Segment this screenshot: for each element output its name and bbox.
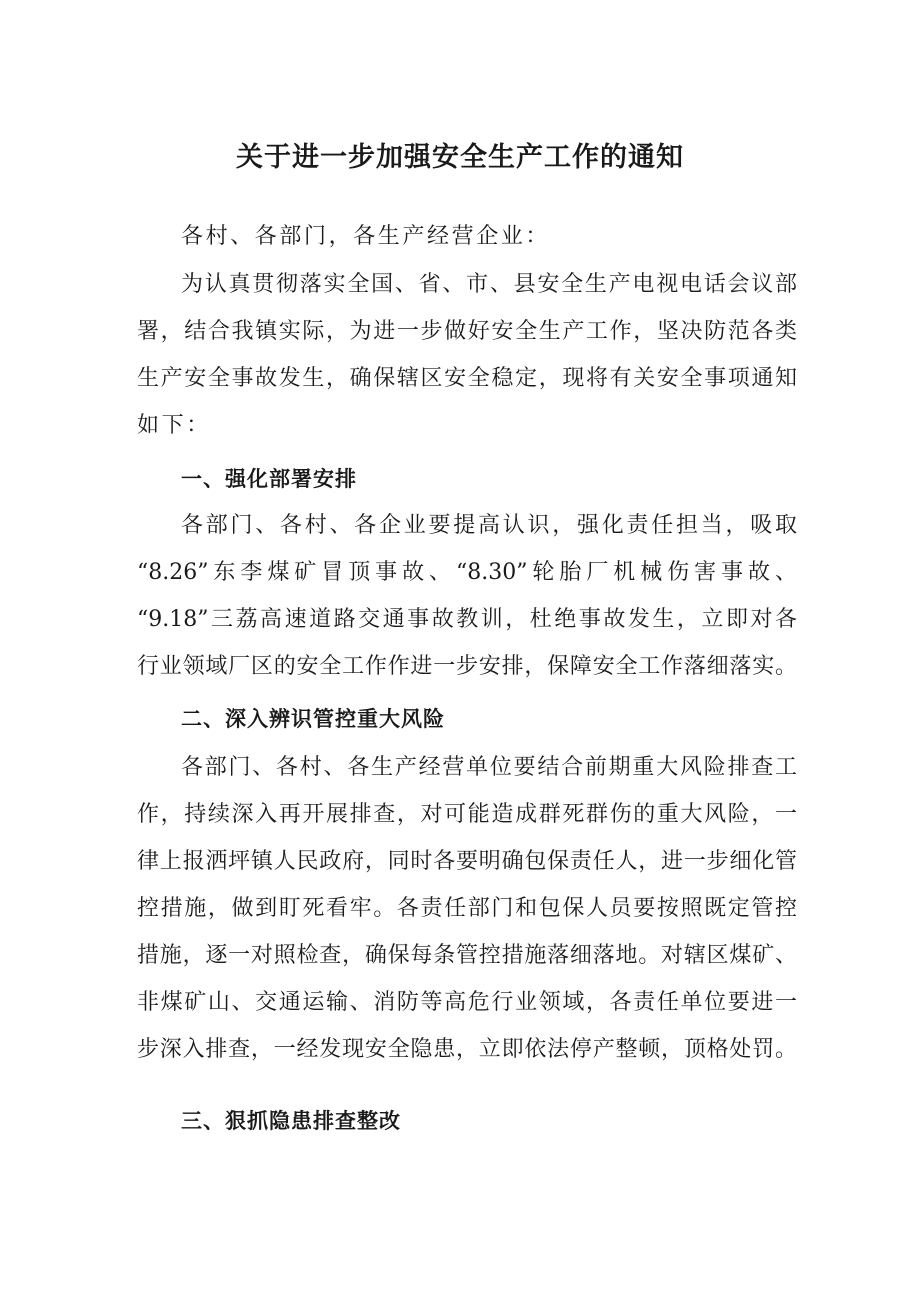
section-line: “8.26”东李煤矿冒顶事故、“8.30”轮胎厂机械伤害事故、: [137, 560, 797, 585]
section-line: 行业领域厂区的安全工作作进一步安排，保障安全工作落细落实。: [137, 654, 797, 679]
section-heading: 二、深入辨识管控重大风险: [181, 707, 445, 731]
intro-line: 为认真贯彻落实全国、省、市、县安全生产电视电话会议部: [181, 272, 797, 297]
section-line: 各部门、各村、各生产经营单位要结合前期重大风险排查工: [181, 755, 797, 780]
salutation: 各村、各部门，各生产经营企业：: [181, 224, 551, 249]
document-title: 关于进一步加强安全生产工作的通知: [236, 142, 684, 173]
section-line: 作，持续深入再开展排查，对可能造成群死群伤的重大风险，一: [137, 802, 797, 827]
intro-line: 如下：: [137, 413, 211, 438]
section-line: 非煤矿山、交通运输、消防等高危行业领域，各责任单位要进一: [137, 990, 797, 1015]
intro-line: 生产安全事故发生，确保辖区安全稳定，现将有关安全事项通知: [137, 366, 797, 391]
section-heading: 三、狠抓隐患排查整改: [181, 1109, 401, 1133]
section-line: “9.18”三荔高速道路交通事故教训，杜绝事故发生，立即对各: [137, 607, 797, 632]
section-line: 各部门、各村、各企业要提高认识，强化责任担当，吸取: [181, 513, 797, 538]
section-line: 措施，逐一对照检查，确保每条管控措施落细落地。对辖区煤矿、: [137, 943, 797, 968]
section-line: 控措施，做到盯死看牢。各责任部门和包保人员要按照既定管控: [137, 896, 797, 921]
section-line: 步深入排查，一经发现安全隐患，立即依法停产整顿，顶格处罚。: [137, 1037, 797, 1062]
section-line: 律上报洒坪镇人民政府，同时各要明确包保责任人，进一步细化管: [137, 849, 797, 874]
section-heading: 一、强化部署安排: [181, 467, 357, 491]
intro-line: 署，结合我镇实际，为进一步做好安全生产工作，坚决防范各类: [137, 319, 797, 344]
